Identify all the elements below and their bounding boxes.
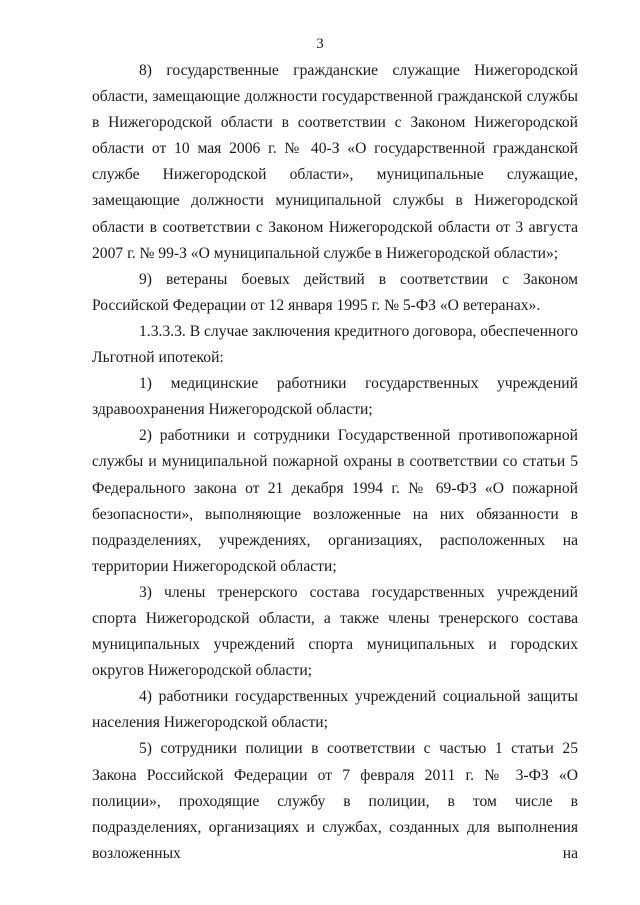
paragraph-item-1-medical-workers: 1) медицинские работники государственных учреждений здравоохранения Нижегородской области; — [92, 375, 578, 419]
document-body — [92, 58, 578, 867]
paragraph-item-5-police: 5) сотрудники полиции в соответствии с частью 1 статьи 25 Закона Российской Федерации от 7 февраля 2011 г. № 3-ФЗ «О полиции», проходящие службу в полиции, в том числе в подразделениях, организациях и службах, созданных для выполнения возложенных на — [92, 740, 578, 862]
paragraph-item-3-coaches: 3) члены тренерского состава государственных учреждений спорта Нижегородской области, а также члены тренерского состава муниципальных учреждений спорта муниципальных и городских округов Нижегородской области; — [92, 583, 578, 680]
paragraph-item-9-veterans: 9) ветераны боевых действий в соответствии с Законом Российской Федерации от 12 января 1995 г. № 5-ФЗ «О ветеранах». — [92, 270, 578, 314]
paragraph-1-3-3-3: 1.3.3.3. В случае заключения кредитного договора, обеспеченного Льготной ипотекой: — [92, 322, 578, 367]
paragraph-item-2-fire-service: 2) работники и сотрудники Государственной противопожарной службы и муниципальной пожарной охраны в соответствии со статьи 5 Федерального закона от 21 декабря 1994 г. № 69-ФЗ «О пожарной безопасности», выполняющие возложенные на них обязанности в подразделениях, учреждениях, организациях, расположенных на территории Нижегородской области; — [92, 427, 578, 575]
page-number: 3 — [316, 36, 324, 52]
paragraph-item-4-social-workers: 4) работники государственных учреждений социальной защиты населения Нижегородской области; — [92, 688, 578, 732]
paragraph-item-8-civil-servants: 8) государственные гражданские служащие Нижегородской области, замещающие должности государственной гражданской службы в Нижегородской области в соответствии с Законом Нижегородской области от 10 мая 2006 г. № 40-З «О государственной гражданской службе Нижегородской области», муниципальные служащие, замещающие должности муниципальной службы в Нижегородской области в соответствии с Законом Нижегородской области от 3 августа 2007 г. № 99-З «О муниципальной службе в Нижегородской области»; — [92, 62, 578, 262]
